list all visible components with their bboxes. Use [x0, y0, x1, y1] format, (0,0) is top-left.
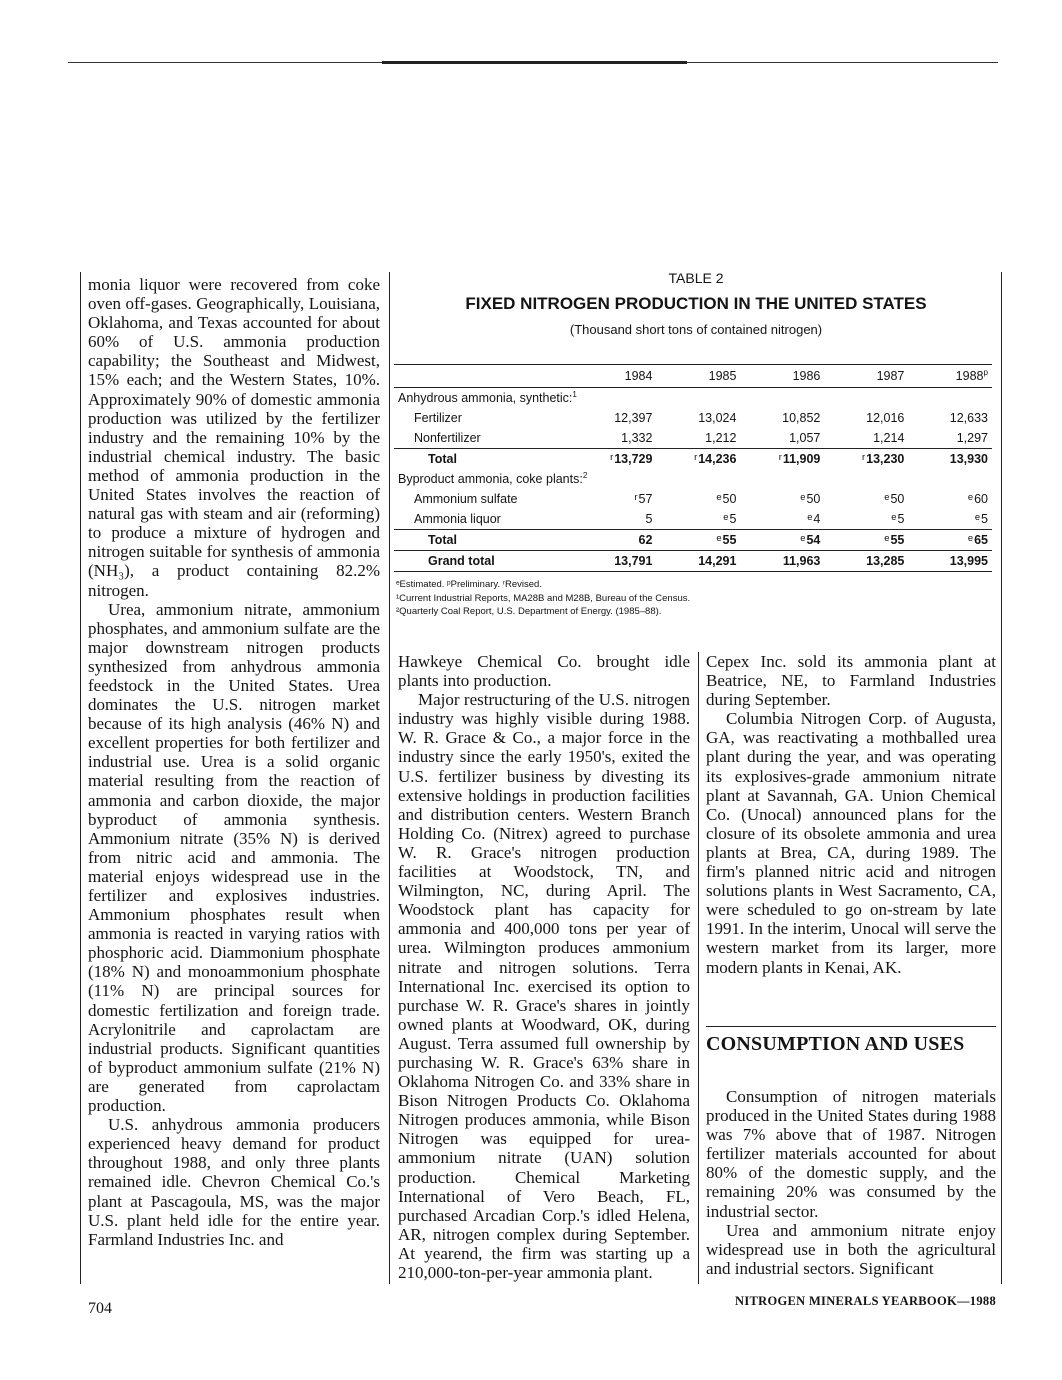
col2-paragraph-2: Major restructuring of the U.S. nitrogen industry was highly visible during 1988. W. R. Grace & Co., a major force in the industry since the early 1950's, exited the U.S. fertilizer business by divesting its extensive holdings in production facilities and distribution centers. Western Branch Holding Co. (Nitrex) agreed to purchase W. R. Grace's nitrogen production facilities at Woodstock, TN, and Wilmington, NC, during April. The Woodstock plant has capacity for ammonia and 400,000 tons per year of urea. Wilmington produces ammonium nitrate and nitrogen solutions. Terra International Inc. exercised its option to purchase W. R. Grace's shares in jointly owned plants at Woodward, OK, during August. Terra assumed full ownership by purchasing W. R. Grace's 63% share in Oklahoma Nitrogen Co. and 33% share in Bison Nitrogen Products Co. Oklahoma Nitrogen produces ammonia, while Bison Nitrogen was equipped for urea-ammonium nitrate (UAN) solution production. Chemical Marketing International of Vero Beach, FL, purchased Arcadian Corp.'s idled Helena, AR, nitrogen complex during September. At yearend, the firm was starting up a 210,000-ton-per-year ammonia plant.	[398, 690, 690, 1282]
column-divider-2	[698, 652, 699, 1284]
year-header: 1986	[792, 369, 821, 383]
table-footnote-1: ¹Current Industrial Reports, MA28B and M28B, Bureau of the Census.	[396, 593, 691, 604]
table-header-row	[394, 365, 992, 388]
year-header: 1988$^p$	[955, 367, 988, 383]
column-2	[398, 652, 690, 1282]
table-grand-total-row: Grand total 13,791 14,291 11,963 13,285 13,995	[394, 551, 992, 572]
production-table	[394, 364, 992, 572]
year-header: 1987	[876, 369, 905, 383]
table-subtitle: (Thousand short tons of contained nitrogen)	[569, 322, 823, 337]
table-title: FIXED NITROGEN PRODUCTION IN THE UNITED STATES	[465, 294, 927, 313]
col3-paragraph-1: Cepex Inc. sold its ammonia plant at Beatrice, NE, to Farmland Industries during September.	[706, 652, 996, 710]
table-row: Ammonia liquor 5 $^e$5 $^e$4 $^e$5 $^e$5	[414, 512, 988, 526]
top-rule-accent	[382, 61, 687, 64]
col3-paragraph-2: Columbia Nitrogen Corp. of Augusta, GA, was reactivating a mothballed urea plant during the year, and was operating its explosives-grade ammonium nitrate plant at Savannah, GA. Union Chemical Co. (Unocal) announced plans for the closure of its obsolete ammonia and urea plants at Brea, CA, during 1989. The firm's planned nitric acid and nitrogen solutions plants in West Sacramento, CA, were scheduled to go on-stream by late 1991. In the interim, Unocal will serve the western market from its larger, more modern plants in Kenai, AK.	[706, 709, 996, 977]
running-footer: NITROGEN MINERALS YEARBOOK—1988	[735, 1294, 996, 1308]
table-label: TABLE 2	[668, 270, 724, 286]
left-margin-rule	[80, 272, 81, 1284]
col3-paragraph-4: Urea and ammonium nitrate enjoy widespread use in both the agricultural and industrial sectors. Significant	[706, 1220, 996, 1278]
table-footnote-2: ²Quarterly Coal Report, U.S. Department of Energy. (1985–88).	[396, 606, 662, 617]
table-row: Ammonium sulfate $^r$57 $^e$50 $^e$50 $^e$50 $^e$60	[414, 492, 988, 506]
col1-paragraph-1: monia liquor were recovered from coke oven off-gases. Geographically, Louisiana, Oklahoma, and Texas accounted for about 60% of U.S. ammonia production capability; the Southeast and Midwest, 15% each; and the Western States, 10%. Approximately 90% of domestic ammonia production was utilized by the fertilizer industry and the remaining 10% by the industrial chemical industry. The basic method of ammonia production in the United States involves the reaction of natural gas with steam and air (reforming) to produce a mixture of hydrogen and nitrogen suitable for synthesis of ammonia (NH₃), a product containing 82.2% nitrogen.	[88, 275, 380, 600]
year-header: 1984	[624, 369, 653, 383]
right-margin-rule	[1001, 272, 1002, 1284]
table-footnote-marks: ᵉEstimated. ᵖPreliminary. ʳRevised.	[396, 579, 542, 590]
col3-paragraph-3: Consumption of nitrogen materials produced in the United States during 1988 was 7% above that of 1987. Nitrogen fertilizer materials accounted for about 80% of the domestic supply, and the remaining 20% was consumed by the industrial sector.	[706, 1087, 996, 1221]
col2-paragraph-1: Hawkeye Chemical Co. brought idle plants into production.	[398, 652, 690, 691]
column-3-continued	[706, 1087, 996, 1278]
year-header: 1985	[708, 369, 737, 383]
column-divider-1	[389, 272, 390, 1284]
column-3	[706, 652, 996, 977]
col1-paragraph-2: Urea, ammonium nitrate, ammonium phosphates, and ammonium sulfate are the major downstream nitrogen products synthesized from anhydrous ammonia feedstock in the United States. Urea dominates the U.S. nitrogen market because of its high analysis (46% N) and excellent properties for both fertilizer and industrial use. Urea is a solid organic material resulting from the reaction of ammonia and carbon dioxide, the major byproduct of ammonia synthesis. Ammonium nitrate (35% N) is derived from nitric acid and ammonia. The material enjoys widespread use in the fertilizer and explosives industries. Ammonium phosphates result when ammonia is reacted in varying ratios with phosphoric acid. Diammonium phosphate (18% N) and monoammonium phosphate (11% N) are principal sources for domestic fertilization and foreign trade. Acrylonitrile and caprolactam are industrial products. Significant quantities of byproduct ammonium sulfate (21% N) are generated from caprolactam production.	[88, 599, 380, 1116]
page-number: 704	[88, 1300, 112, 1317]
col1-paragraph-3: U.S. anhydrous ammonia producers experienced heavy demand for product throughout 1988, and only three plants remained idle. Chevron Chemical Co.'s plant at Pascagoula, MS, was the major U.S. plant held idle for the entire year. Farmland Industries Inc. and	[88, 1115, 380, 1249]
table-section-row: Anhydrous ammonia, synthetic:$^1$	[398, 389, 577, 405]
section-heading: CONSUMPTION AND USES	[706, 1026, 996, 1056]
table-total-row: Total 62 $^e$55 $^e$54 $^e$55 $^e$65	[394, 530, 992, 551]
column-1	[88, 275, 380, 1249]
table-section-row: Byproduct ammonia, coke plants:$^2$	[398, 470, 588, 486]
table-row: Nonfertilizer 1,332 1,212 1,057 1,214 1,297	[414, 431, 988, 445]
table-total-row: Total $^r$13,729 $^r$14,236 $^r$11,909 $^r$13,230 13,930	[394, 449, 992, 470]
table-row: Fertilizer 12,397 13,024 10,852 12,016 12,633	[414, 411, 988, 425]
